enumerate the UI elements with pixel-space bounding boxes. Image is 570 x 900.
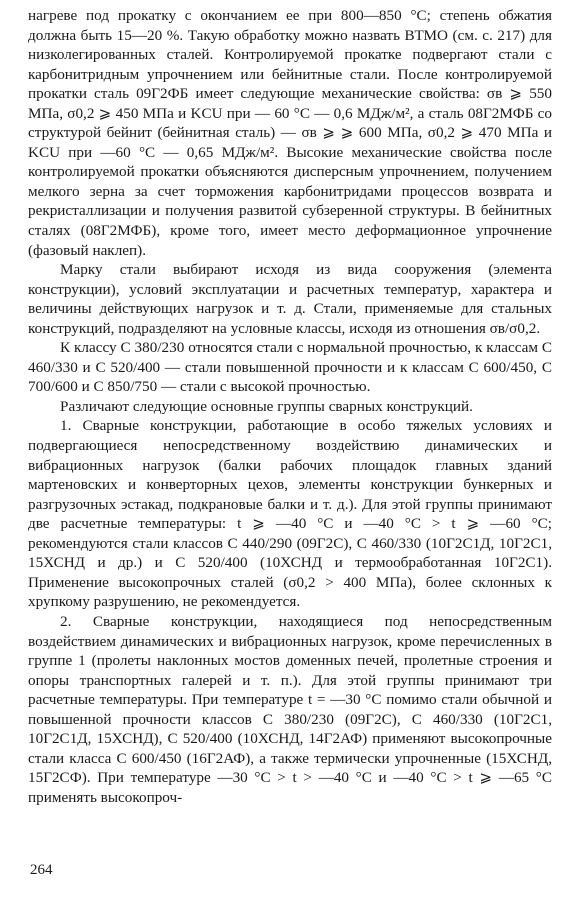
paragraph-controlled-rolling: нагреве под прокатку с окончанием ее при 800—850 °С; степень обжатия должна быть 15—20 %. Такую обработку можно назвать ВТМО (см. с. 217) для низколегированных сталей. Контролируемой прокатке подвергают стали с карбонитридным упрочнением или бейнитные стали. После контролируемой прокатки сталь 09Г2ФБ имеет следующие механические свойства: σв ⩾ 550 МПа, σ0,2 ⩾ 450 МПа и KCU при — 60 °С — 0,6 МДж/м², а сталь 08Г2МФБ со структурой бейнит (бейнитная сталь) — σв ⩾ ⩾ 600 МПа, σ0,2 ⩾ 470 МПа и KCU при —60 °С — 0,65 МДж/м². Высокие механические свойства после контролируемой прокатки объясняются дисперсным упрочнением, получением мелкого зерна за счет торможения карбонитридами процессов возврата и рекристаллизации и получения развитой субзеренной структуры. В бейнитных сталях (08Г2МФБ), кроме того, имеет место деформационное упрочнение (фазовый наклеп). [28,7,552,259]
paragraph-strength-classes: К классу С 380/230 относятся стали с нормальной прочностью, к классам С 460/330 и С 520/400 — стали повышенной прочности и к классам С 600/450, С 700/600 и С 850/750 — стали с высокой прочностью. [28,339,552,396]
paragraph-group-2: 2. Сварные конструкции, находящиеся под непосредственным воздействием динамических и вибрационных нагрузок, кроме перечисленных в группе 1 (пролеты наклонных мостов доменных печей, пролетные строения и опоры транспортных галерей и т. п.). Для этой группы принимают три расчетные температуры. При температуре t = —30 °С помимо стали обычной и повышенной прочности классов С 380/230 (09Г2С), С 460/330 (10Г2С1, 10Г2С1Д, 15ХСНД), С 520/400 (10ХСНД, 14Г2АФ) применяют высокопрочные стали класса С 600/450 (16Г2АФ), а также термически упрочненные (15ХСНД, 15Г2СФ). При температуре —30 °С > t > —40 °С и —40 °С > t ⩾ —65 °С применять высокопроч- [28,612,552,806]
paragraph-group-1: 1. Сварные конструкции, работающие в особо тяжелых условиях и подвергающиеся непосредственному воздействию динамических и вибрационных нагрузок (балки рабочих площадок главных зданий мартеновских и конверторных цехов, элементы конструкции бункерных и разгрузочных эстакад, подкрановые балки и т. д.). Для этой группы принимают две расчетные температуры: t ⩾ —40 °С и —40 °С > t ⩾ —60 °С; рекомендуются стали классов С 440/290 (09Г2С), С 460/330 (10Г2С1Д, 10Г2С1, 15ХСНД и др.) и С 520/400 (10ХСНД и термообработанная 10Г2С1). Применение высокопрочных сталей (σ0,2 > 400 МПа), более склонных к хрупкому разрушению, не рекомендуется. [28,417,552,611]
page-body [28,6,552,807]
paragraph-structure-groups-intro: Различают следующие основные группы сварных конструкций. [60,397,473,415]
page-number: 264 [30,862,53,878]
paragraph-steel-grade-selection: Марку стали выбирают исходя из вида сооружения (элемента конструкции), условий эксплуатации и расчетных температур, характера и величины действующих нагрузок и т. д. Стали, применяемые для стальных конструкций, подразделяют на условные классы, исходя из отношения σв/σ0,2. [28,261,552,337]
